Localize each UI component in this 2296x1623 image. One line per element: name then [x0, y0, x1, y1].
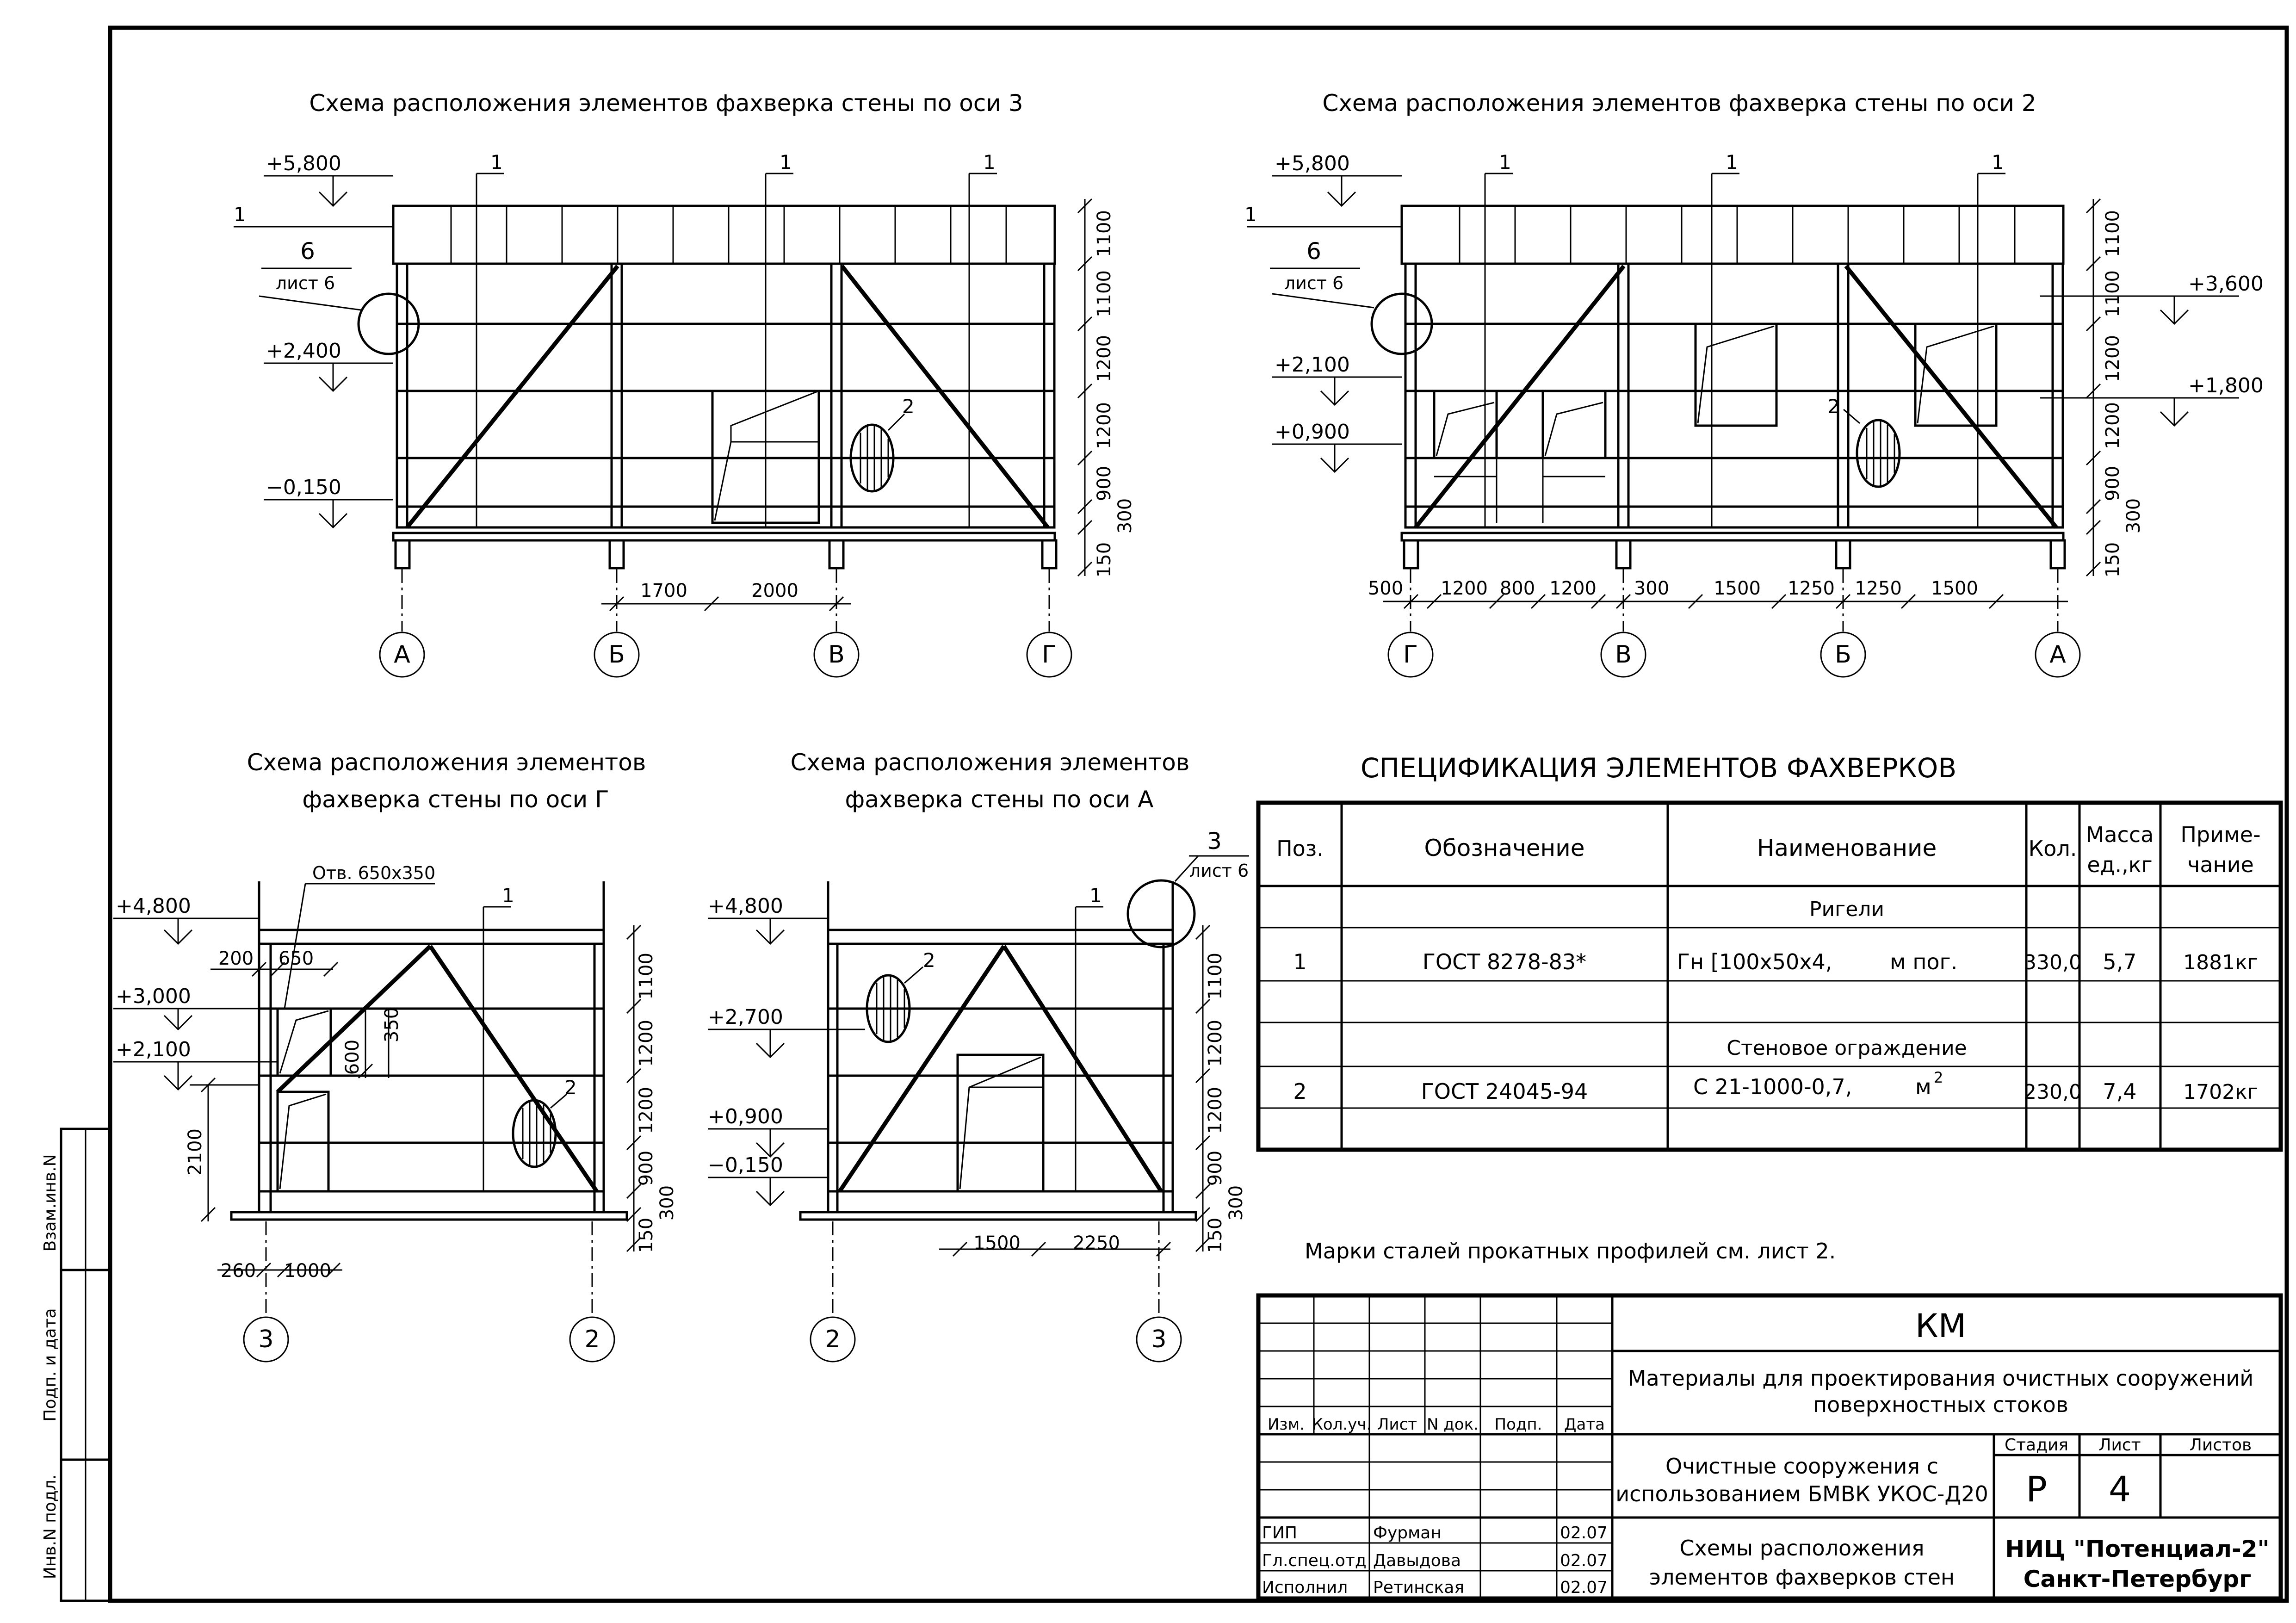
detail-callout-sheet: лист 6 [1189, 861, 1249, 881]
signer-role: Исполнил [1262, 1578, 1348, 1597]
dim: 1100 [1205, 953, 1226, 1000]
organization-city: Санкт-Петербург [2023, 1566, 2252, 1592]
spec-note: 1702кг [2183, 1080, 2258, 1104]
spec-qty: 230,0 [2024, 1080, 2082, 1104]
spec-mass: 7,4 [2103, 1079, 2137, 1104]
grid-axis-label: 2 [825, 1326, 841, 1353]
stage-label: Стадия [2004, 1436, 2069, 1455]
level-mark: +2,400 [266, 339, 341, 363]
mark-1: 1 [780, 151, 792, 173]
dim: 1200 [1549, 578, 1597, 599]
table-row [1262, 1551, 1608, 1570]
spec-header-qty: Кол. [2028, 836, 2077, 861]
dim: 1500 [1714, 578, 1761, 599]
spec-note: 1881кг [2183, 951, 2258, 974]
signer-name: Давыдова [1373, 1551, 1461, 1570]
dim: 800 [1499, 578, 1535, 599]
view-axis-a-title-1: Схема расположения элементов [790, 749, 1190, 776]
dim: 500 [1368, 578, 1404, 599]
mark-2: 2 [923, 949, 935, 972]
spec-title: СПЕЦИФИКАЦИЯ ЭЛЕМЕНТОВ ФАХВЕРКОВ [1360, 752, 1957, 784]
stage-value: Р [2026, 1468, 2047, 1510]
dim: 1000 [284, 1260, 331, 1282]
level-mark: +3,000 [116, 985, 191, 1008]
view-axis-2-title: Схема расположения элементов фахверка стены по оси 2 [1322, 90, 2036, 117]
steel-grades-note: Марки сталей прокатных профилей см. лист 2. [1305, 1239, 1836, 1264]
dim: 900 [1094, 465, 1115, 502]
spec-qty: 330,0 [2024, 951, 2082, 974]
dim: 300 [2123, 498, 2144, 534]
project-name-line-2: поверхностных стоков [1813, 1392, 2068, 1417]
grid-axis-label: Б [1835, 641, 1851, 669]
spec-name: Гн [100х50х4, [1677, 949, 1832, 974]
detail-callout-number: 6 [300, 238, 315, 265]
grid-axis-label: А [2049, 641, 2066, 669]
spec-pos: 1 [1293, 949, 1307, 974]
spec-unit: м [1915, 1074, 1931, 1099]
dim: 650 [278, 948, 314, 969]
view-axis-2 [1244, 90, 2264, 677]
signer-date: 02.07 [1560, 1551, 1608, 1570]
dim: 1200 [2102, 402, 2123, 449]
dim: 1100 [2102, 210, 2123, 257]
view-axis-g [113, 749, 678, 1362]
view-axis-a [708, 749, 1249, 1362]
spec-name: С 21-1000-0,7, [1693, 1074, 1852, 1099]
spec-header-mass: Масса [2086, 822, 2154, 847]
spec-header-note-2: чание [2187, 852, 2254, 877]
document-code: КМ [1915, 1307, 1967, 1345]
mark-2: 2 [902, 395, 915, 418]
dim: 1200 [1205, 1087, 1226, 1134]
dim: 1200 [2102, 335, 2123, 382]
spec-unit: м пог. [1890, 949, 1958, 974]
dim: 300 [656, 1185, 678, 1221]
dim: 1700 [640, 580, 687, 601]
sheet-title-line-2: элементов фахверков стен [1649, 1565, 1955, 1590]
detail-callout-sheet: лист 6 [275, 273, 335, 293]
dim: 300 [1114, 498, 1136, 534]
mark-1: 1 [983, 151, 996, 173]
view-axis-g-title-1: Схема расположения элементов [247, 749, 646, 776]
spec-header-pos: Поз. [1276, 836, 1324, 861]
signer-date: 02.07 [1560, 1524, 1608, 1542]
dim: 2100 [185, 1128, 206, 1176]
mark-1: 1 [490, 151, 503, 173]
title-block [1258, 1295, 2281, 1598]
table-row [1262, 1524, 1608, 1542]
grid-axis-label: 3 [1151, 1326, 1167, 1353]
dim: 260 [220, 1260, 256, 1282]
object-name-line-2: использованием БМВК УКОС-Д20 [1615, 1481, 1988, 1506]
level-mark: +4,800 [116, 894, 191, 918]
sheet-title-line-1: Схемы расположения [1679, 1536, 1925, 1561]
level-mark: +4,800 [708, 894, 783, 918]
dim: 300 [1634, 578, 1670, 599]
dim: 150 [2102, 542, 2123, 578]
grid-axis-label: Б [608, 641, 625, 669]
mark-1: 1 [234, 203, 246, 226]
dim: 900 [1205, 1150, 1226, 1186]
dim: 1200 [1441, 578, 1488, 599]
mark-1: 1 [1089, 884, 1102, 907]
level-mark: −0,150 [266, 476, 341, 499]
dim: 900 [2102, 465, 2123, 502]
stamp-header: Подп. [1494, 1415, 1542, 1434]
level-mark: +2,700 [708, 1005, 783, 1029]
mark-2: 2 [1827, 395, 1840, 418]
dim: 300 [1225, 1185, 1247, 1221]
dim: 1200 [1094, 335, 1115, 382]
stamp-header: Изм. [1268, 1415, 1305, 1434]
mark-1: 1 [502, 884, 514, 907]
stamp-header: Дата [1564, 1415, 1605, 1434]
level-mark: +0,900 [708, 1105, 783, 1128]
signer-name: Ретинская [1373, 1578, 1465, 1597]
spec-header-note: Приме- [2180, 822, 2261, 847]
dim: 1100 [2102, 270, 2123, 317]
side-stamp [41, 1129, 110, 1601]
spec-group: Стеновое ограждение [1727, 1036, 1967, 1060]
view-axis-3 [234, 90, 1136, 677]
spec-designation: ГОСТ 24045-94 [1421, 1079, 1588, 1104]
table-row [1293, 1036, 2258, 1104]
dim: 900 [636, 1150, 657, 1186]
spec-group: Ригели [1809, 898, 1885, 921]
signer-role: Гл.спец.отд [1262, 1551, 1367, 1570]
mark-1: 1 [1499, 151, 1511, 173]
dim: 150 [636, 1217, 657, 1253]
grid-axis-label: В [828, 641, 845, 669]
organization-name: НИЦ "Потенциал-2" [2005, 1536, 2270, 1562]
spec-designation: ГОСТ 8278-83* [1422, 949, 1587, 974]
signer-role: ГИП [1262, 1524, 1297, 1542]
stamp-header: Кол.уч. [1312, 1415, 1372, 1434]
grid-axis-label: 2 [584, 1326, 600, 1353]
spec-mass: 5,7 [2103, 949, 2137, 974]
dim: 1200 [636, 1087, 657, 1134]
dim: 1200 [636, 1020, 657, 1067]
dim: 350 [381, 1007, 402, 1043]
level-mark: +5,800 [266, 152, 341, 175]
dim: 1100 [636, 953, 657, 1000]
dim: 1100 [1094, 210, 1115, 257]
stamp-header: N док. [1427, 1415, 1479, 1434]
spec-unit-superscript: 2 [1934, 1069, 1943, 1086]
grid-axis-label: Г [1403, 641, 1418, 669]
dim: 150 [1205, 1217, 1226, 1253]
dim: 1500 [1931, 578, 1978, 599]
level-mark: +2,100 [116, 1038, 191, 1061]
spec-header-mass-unit: ед.,кг [2087, 852, 2153, 877]
dim: 600 [342, 1039, 363, 1075]
dim: 1250 [1788, 578, 1835, 599]
dim: 150 [1094, 542, 1115, 578]
level-mark: +0,900 [1275, 420, 1350, 444]
grid-axis-label: Г [1042, 641, 1057, 669]
table-row [1293, 898, 2258, 974]
view-axis-3-title: Схема расположения элементов фахверка стены по оси 3 [309, 90, 1023, 117]
sheet-label: Лист [2098, 1436, 2141, 1455]
specification-table [1258, 752, 2281, 1150]
stamp-header: Лист [1377, 1415, 1417, 1434]
object-name-line-1: Очистные сооружения с [1665, 1454, 1938, 1479]
detail-callout-number: 6 [1306, 238, 1321, 265]
dim: 1200 [1205, 1020, 1226, 1067]
dim: 2000 [751, 580, 798, 601]
level-mark: +5,800 [1275, 152, 1350, 175]
view-axis-g-title-2: фахверка стены по оси Г [302, 786, 609, 813]
signer-name: Фурман [1373, 1524, 1442, 1542]
signer-date: 02.07 [1560, 1578, 1608, 1597]
grid-axis-label: 3 [258, 1326, 274, 1353]
side-stamp-sign-date: Подп. и дата [41, 1308, 60, 1422]
mark-1: 1 [1992, 151, 2004, 173]
level-mark: +3,600 [2188, 272, 2264, 296]
dim: 1100 [1094, 270, 1115, 317]
mark-2: 2 [564, 1076, 577, 1099]
detail-callout-number: 3 [1207, 828, 1222, 855]
grid-axis-label: А [394, 641, 410, 669]
spec-pos: 2 [1293, 1079, 1307, 1104]
level-mark: −0,150 [708, 1153, 783, 1177]
spec-header-designation: Обозначение [1424, 835, 1585, 861]
level-mark: +2,100 [1275, 353, 1350, 377]
mark-1: 1 [1726, 151, 1738, 173]
dim: 1250 [1855, 578, 1902, 599]
dim: 200 [218, 948, 254, 969]
dim: 1200 [1094, 402, 1115, 449]
level-mark: +1,800 [2188, 374, 2264, 397]
detail-callout-sheet: лист 6 [1284, 273, 1344, 293]
grid-axis-label: В [1615, 641, 1632, 669]
view-axis-a-title-2: фахверка стены по оси А [845, 786, 1154, 813]
sheet-number: 4 [2108, 1468, 2131, 1510]
table-row [1262, 1578, 1608, 1597]
opening-label: Отв. 650х350 [312, 863, 436, 883]
project-name-line-1: Материалы для проектирования очистных сооружений [1628, 1366, 2254, 1391]
side-stamp-replace: Взам.инв.N [41, 1154, 60, 1252]
mark-1: 1 [1244, 203, 1257, 226]
sheets-label: Листов [2189, 1436, 2252, 1455]
side-stamp-inv: Инв.N подл. [41, 1474, 60, 1580]
dim: 1500 [973, 1233, 1021, 1254]
dim: 2250 [1073, 1233, 1120, 1254]
spec-header-name: Наименование [1757, 835, 1937, 861]
